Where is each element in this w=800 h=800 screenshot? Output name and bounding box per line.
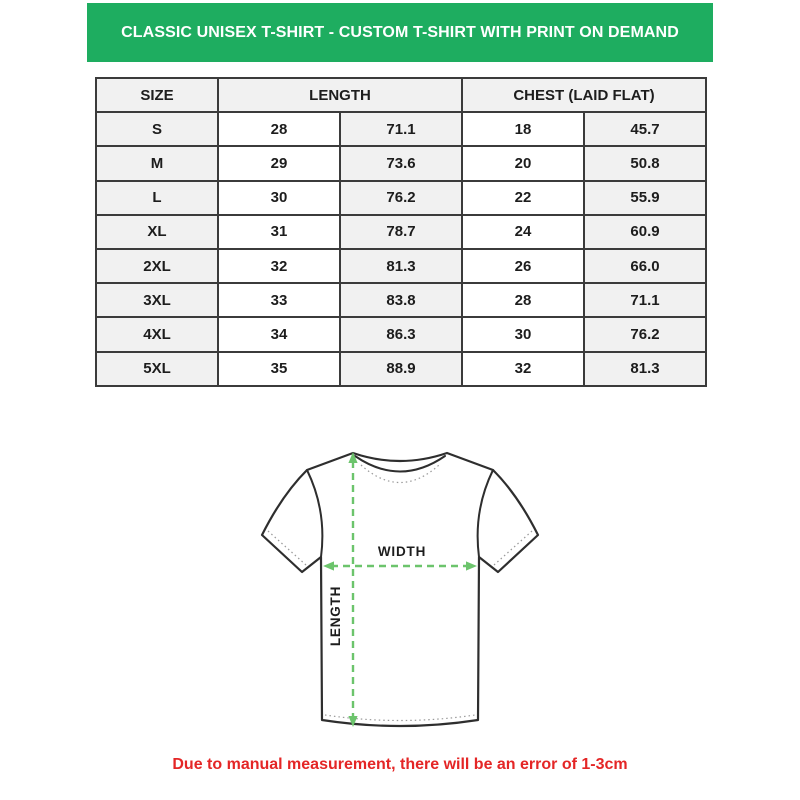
chest-in-cell: 22 (462, 181, 584, 215)
table-row (96, 112, 706, 146)
chest-cm-cell: 71.1 (584, 283, 706, 317)
table-header-row (96, 78, 706, 112)
length-cm-cell: 71.1 (340, 112, 462, 146)
chest-in-cell: 30 (462, 317, 584, 351)
size-cell: 5XL (96, 352, 218, 386)
length-in-cell: 34 (218, 317, 340, 351)
size-table (95, 77, 707, 387)
measurement-disclaimer: Due to manual measurement, there will be an error of 1-3cm (172, 756, 628, 773)
chest-cm-cell: 76.2 (584, 317, 706, 351)
length-label: LENGTH (328, 585, 343, 647)
header-chest: CHEST (LAID FLAT) (462, 78, 706, 112)
chest-in-cell: 28 (462, 283, 584, 317)
chest-cm-cell: 81.3 (584, 352, 706, 386)
size-cell: 3XL (96, 283, 218, 317)
width-label: WIDTH (377, 544, 427, 559)
page-title: CLASSIC UNISEX T-SHIRT - CUSTOM T-SHIRT WITH PRINT ON DEMAND (121, 23, 679, 41)
chest-cm-cell: 66.0 (584, 249, 706, 283)
table-row (96, 249, 706, 283)
size-cell: S (96, 112, 218, 146)
chest-cm-cell: 55.9 (584, 181, 706, 215)
title-banner (87, 3, 713, 62)
table-row (96, 146, 706, 180)
length-cm-cell: 88.9 (340, 352, 462, 386)
chest-in-cell: 20 (462, 146, 584, 180)
length-cm-cell: 78.7 (340, 215, 462, 249)
length-in-cell: 28 (218, 112, 340, 146)
chest-in-cell: 18 (462, 112, 584, 146)
tshirt-measurement-diagram (250, 443, 550, 743)
length-cm-cell: 76.2 (340, 181, 462, 215)
length-in-cell: 33 (218, 283, 340, 317)
chest-cm-cell: 60.9 (584, 215, 706, 249)
length-in-cell: 35 (218, 352, 340, 386)
table-row (96, 317, 706, 351)
length-cm-cell: 86.3 (340, 317, 462, 351)
size-cell: L (96, 181, 218, 215)
chest-in-cell: 24 (462, 215, 584, 249)
length-cm-cell: 73.6 (340, 146, 462, 180)
length-cm-cell: 83.8 (340, 283, 462, 317)
size-cell: 4XL (96, 317, 218, 351)
length-in-cell: 31 (218, 215, 340, 249)
chest-in-cell: 32 (462, 352, 584, 386)
chest-cm-cell: 50.8 (584, 146, 706, 180)
length-in-cell: 32 (218, 249, 340, 283)
size-cell: M (96, 146, 218, 180)
length-in-cell: 29 (218, 146, 340, 180)
table-row (96, 181, 706, 215)
length-in-cell: 30 (218, 181, 340, 215)
size-cell: 2XL (96, 249, 218, 283)
header-length: LENGTH (218, 78, 462, 112)
chest-cm-cell: 45.7 (584, 112, 706, 146)
table-row (96, 283, 706, 317)
table-row (96, 352, 706, 386)
size-cell: XL (96, 215, 218, 249)
header-size: SIZE (96, 78, 218, 112)
length-cm-cell: 81.3 (340, 249, 462, 283)
chest-in-cell: 26 (462, 249, 584, 283)
tshirt-outline (262, 453, 538, 726)
table-row (96, 215, 706, 249)
